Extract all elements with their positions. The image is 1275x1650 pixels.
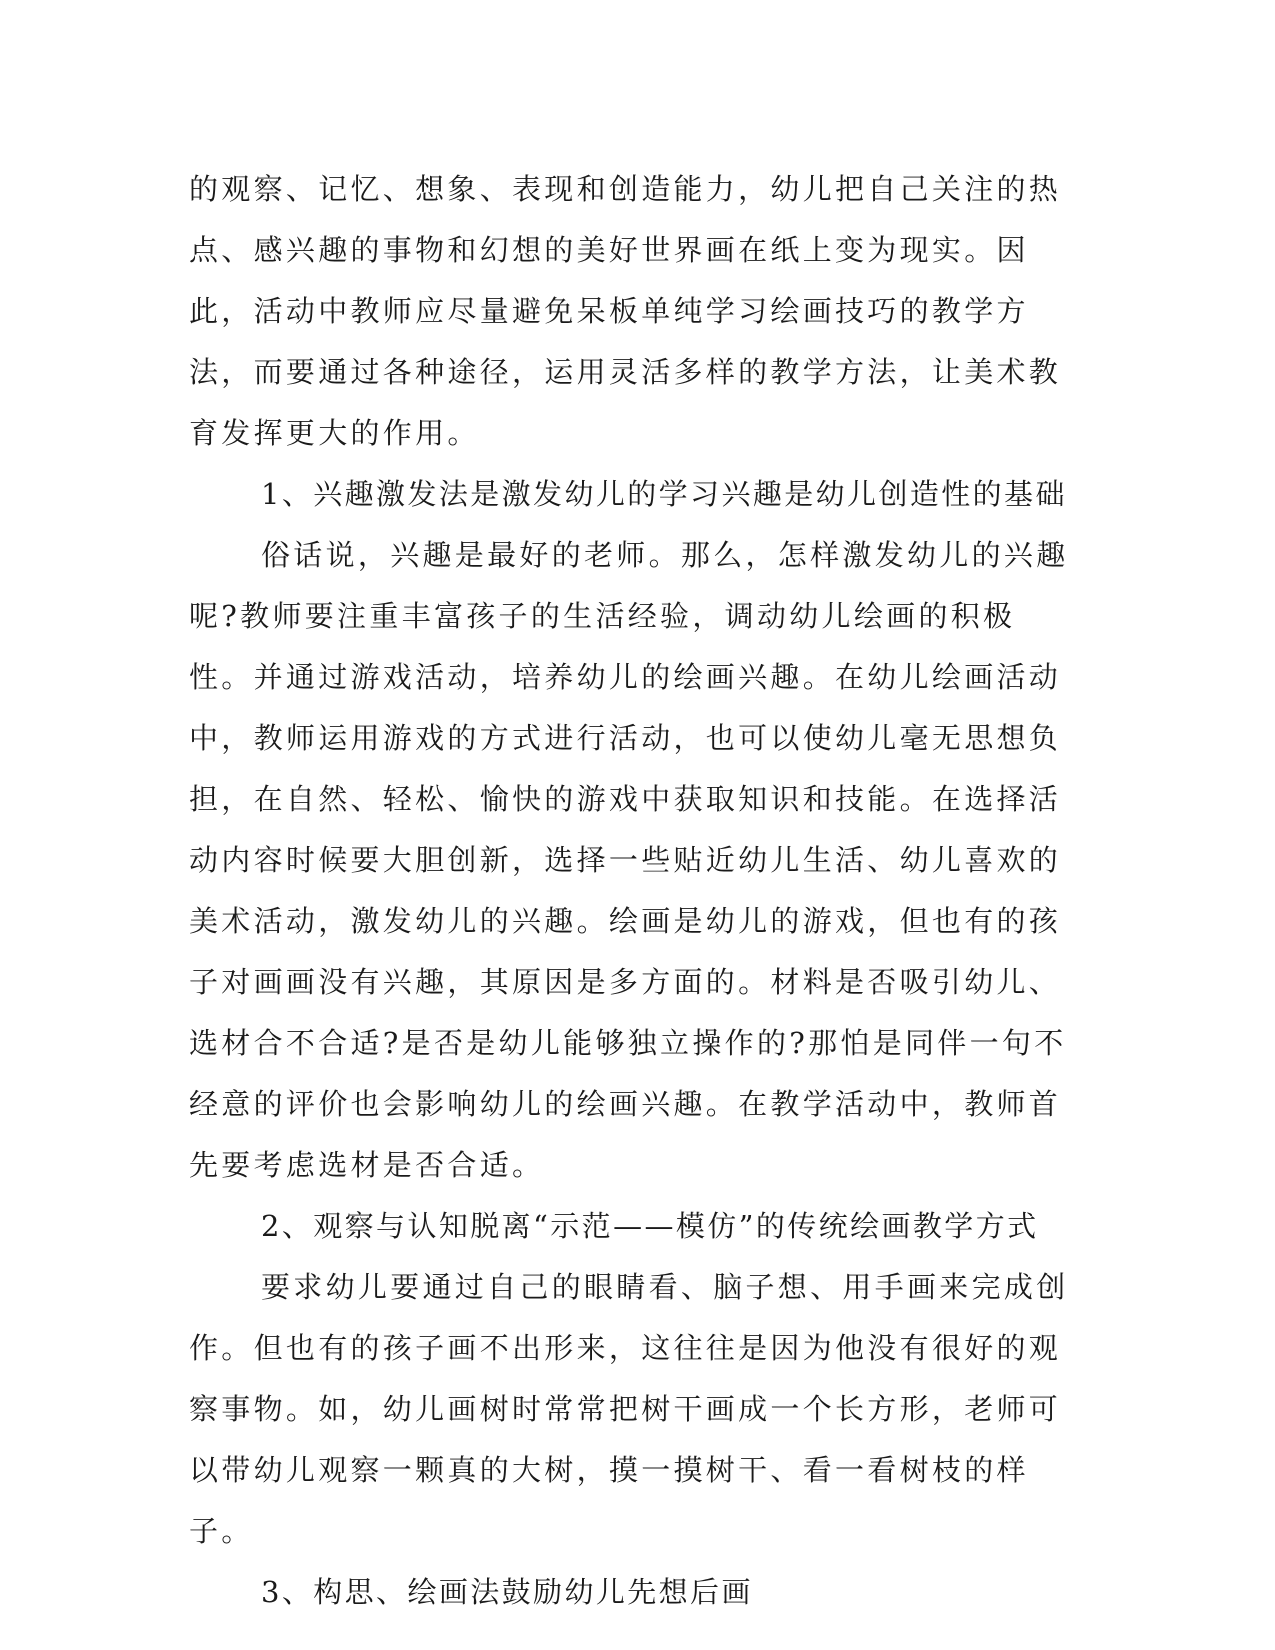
document-body xyxy=(189,159,1069,1623)
paragraph-intro: 的观察、记忆、想象、表现和创造能力，幼儿把自己关注的热点、感兴趣的事物和幻想的美好世界画在纸上变为现实。因此，活动中教师应尽量避免呆板单纯学习绘画技巧的教学方法，而要通过各种途径，运用灵活多样的教学方法，让美术教育发挥更大的作用。 xyxy=(189,172,1062,450)
section-heading-1: 1、兴趣激发法是激发幼儿的学习兴趣是幼儿创造性的基础 xyxy=(261,477,1067,511)
section-heading-2: 2、观察与认知脱离“示范——模仿”的传统绘画教学方式 xyxy=(261,1209,1039,1243)
paragraph-interest: 俗话说，兴趣是最好的老师。那么，怎样激发幼儿的兴趣呢?教师要注重丰富孩子的生活经验，调动幼儿绘画的积极性。并通过游戏活动，培养幼儿的绘画兴趣。在幼儿绘画活动中，教师运用游戏的方式进行活动，也可以使幼儿毫无思想负担，在自然、轻松、愉快的游戏中获取知识和技能。在选择活动内容时候要大胆创新，选择一些贴近幼儿生活、幼儿喜欢的美术活动，激发幼儿的兴趣。绘画是幼儿的游戏，但也有的孩子对画画没有兴趣，其原因是多方面的。材料是否吸引幼儿、选材合不合适?是否是幼儿能够独立操作的?那怕是同伴一句不经意的评价也会影响幼儿的绘画兴趣。在教学活动中，教师首先要考虑选材是否合适。 xyxy=(189,538,1069,1182)
paragraph-observation: 要求幼儿要通过自己的眼睛看、脑子想、用手画来完成创作。但也有的孩子画不出形来，这往往是因为他没有很好的观察事物。如，幼儿画树时常常把树干画成一个长方形，老师可以带幼儿观察一颗真的大树，摸一摸树干、看一看树枝的样子。 xyxy=(189,1270,1069,1548)
section-heading-3: 3、构思、绘画法鼓励幼儿先想后画 xyxy=(261,1575,753,1609)
